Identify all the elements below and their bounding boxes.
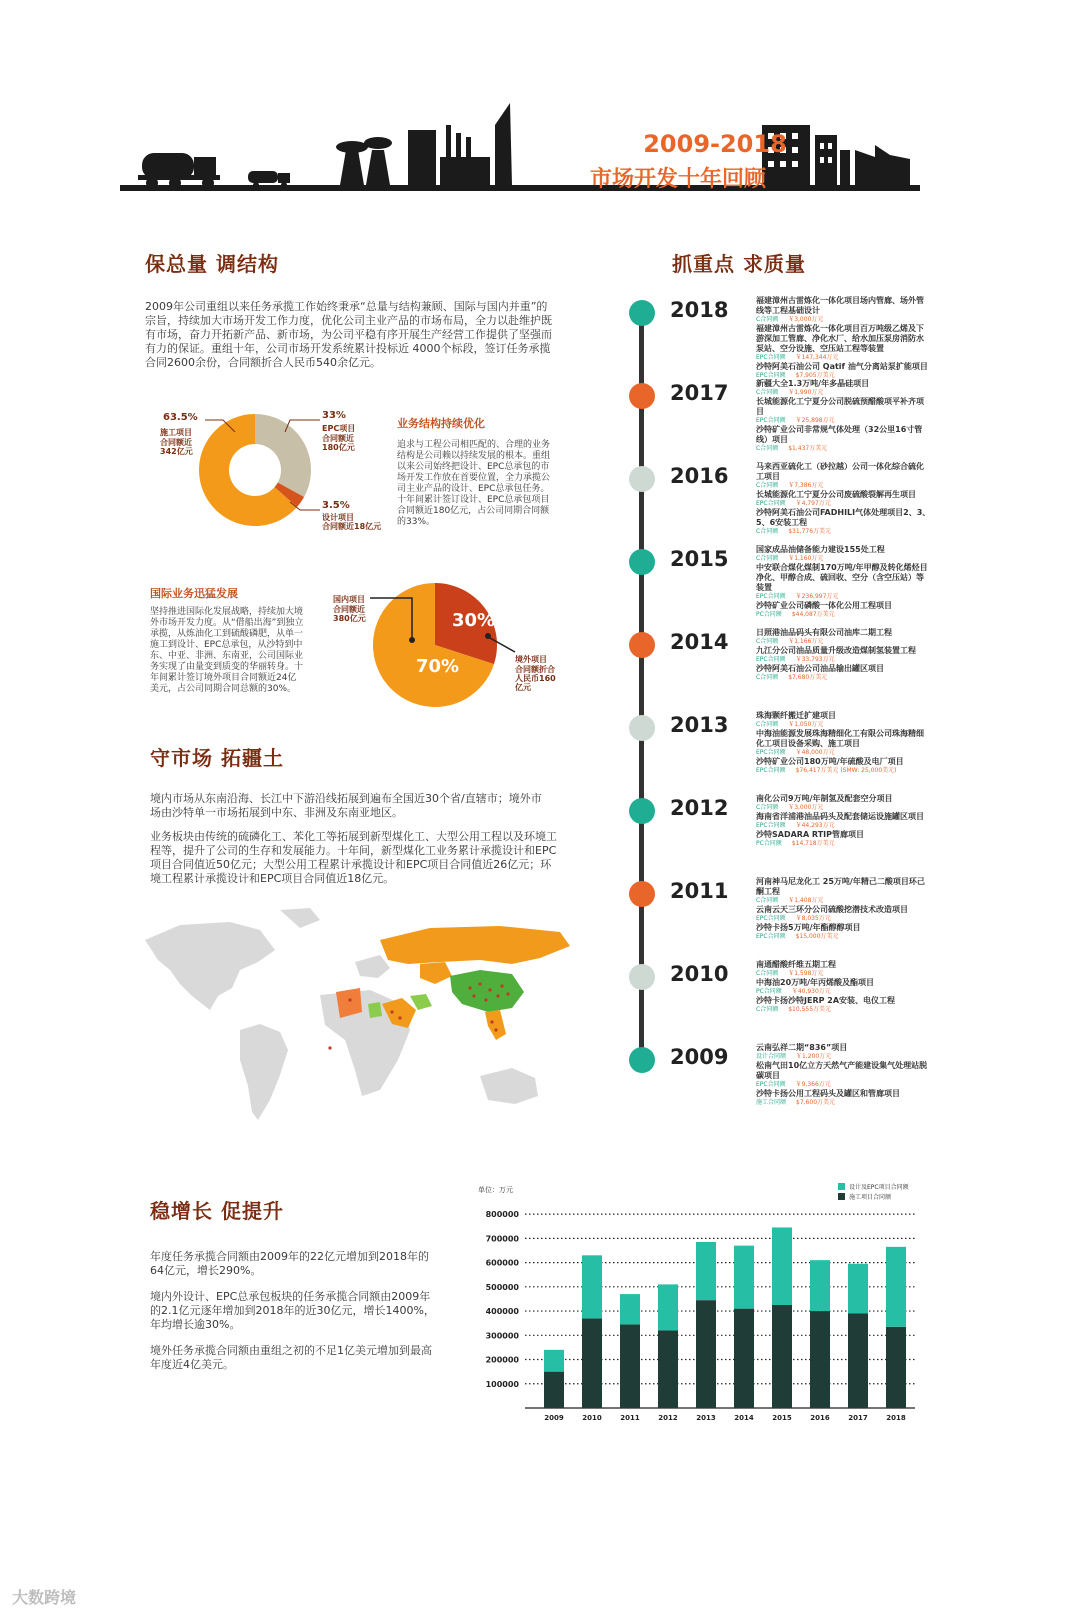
timeline-project-contract-type: C合同额 bbox=[756, 897, 779, 904]
timeline-project-name: 九江分公司油品质量升级改造煤制氢装置工程 bbox=[756, 646, 916, 655]
timeline-project-amount: $31,776万美元 bbox=[788, 528, 832, 535]
y-tick-label: 200000 bbox=[485, 1355, 519, 1365]
timeline-project-amount: $15,000万美元 bbox=[795, 933, 839, 940]
timeline-projects bbox=[756, 296, 931, 380]
timeline-project-contract-type: C合同额 bbox=[756, 804, 779, 811]
timeline-project-amount: ￥44,293万元 bbox=[795, 822, 835, 829]
timeline-projects bbox=[756, 877, 931, 941]
structure-text: 追求与工程公司相匹配的、合理的业务结构是公司赖以持续发展的根本。重组以来公司始终把设计、EPC总承包的市场开发工作放在首要位置，全力承揽公司主业产品的设计、EPC总承包任务。十年间累计签订设计、EPC总承包项目合同额近180亿元，占公司同期合同额的33%。 bbox=[397, 440, 551, 527]
section2-title: 守市场 拓疆土 bbox=[150, 746, 284, 770]
section4-para1: 年度任务承揽合同额由2009年的22亿元增加到2018年的64亿元，增长290%。 bbox=[150, 1250, 429, 1277]
pie-domestic-label: 国内项目 bbox=[333, 595, 365, 604]
donut-label-design-value: 合同额近18亿元 bbox=[322, 522, 382, 531]
bar-segment-epc bbox=[848, 1264, 868, 1314]
section1-title: 保总量 调结构 bbox=[145, 252, 279, 276]
timeline-project-amount: ￥236,997万元 bbox=[795, 593, 839, 600]
timeline-project-amount: ￥1,408万元 bbox=[788, 897, 824, 904]
timeline-project-meta bbox=[756, 897, 931, 905]
pie-overseas-label: 境外项目 bbox=[515, 655, 547, 664]
timeline-project-amount: ￥1,200万元 bbox=[796, 1053, 832, 1060]
section4-para3: 境外任务承揽合同额由重组之初的不足1亿美元增加到最高年度近4亿美元。 bbox=[150, 1344, 432, 1371]
timeline-project-amount: $44,087万美元 bbox=[791, 611, 835, 618]
timeline-dot bbox=[629, 881, 655, 907]
timeline-dot bbox=[629, 549, 655, 575]
timeline-year: 2010 bbox=[670, 962, 729, 986]
timeline-project-meta bbox=[756, 638, 931, 646]
china-region bbox=[450, 970, 524, 1012]
timeline-project-meta bbox=[756, 674, 931, 682]
timeline-project-name: 沙特阿美石油公司 Qatif 油气分离站泵扩能项目 bbox=[756, 362, 928, 371]
header-subtitle: 市场开发十年回顾 bbox=[589, 167, 766, 192]
timeline-project-meta bbox=[756, 840, 931, 848]
timeline-project-name: 南化公司9万吨/年制氢及配套空分项目 bbox=[756, 794, 893, 803]
timeline-project-amount: $7,905万美元 bbox=[795, 372, 835, 379]
timeline-project-contract-type: PC合同额 bbox=[756, 840, 782, 847]
timeline-project-amount: ￥1,050万元 bbox=[788, 721, 824, 728]
x-tick-label: 2015 bbox=[772, 1414, 792, 1422]
timeline-project-contract-type: C合同额 bbox=[756, 316, 779, 323]
timeline-projects bbox=[756, 794, 931, 848]
timeline-project-name: 沙特卡扬5万吨/年酯醇醇项目 bbox=[756, 923, 861, 932]
timeline-project-name: 沙特卡扬沙特JERP 2A安装、电仪工程 bbox=[756, 996, 896, 1005]
x-tick-label: 2016 bbox=[810, 1414, 830, 1422]
timeline-year: 2018 bbox=[670, 298, 729, 322]
timeline-project-name: 河南神马尼龙化工 25万吨/年精己二酸项目环己酮工程 bbox=[756, 877, 925, 896]
timeline-project-meta bbox=[756, 915, 931, 923]
timeline-dot bbox=[629, 632, 655, 658]
timeline-dot bbox=[629, 964, 655, 990]
chart-unit-label: 单位：万元 bbox=[478, 1186, 513, 1194]
timeline-project-name: 沙特卡扬公用工程码头及罐区和管廊项目 bbox=[756, 1089, 900, 1098]
timeline-projects bbox=[756, 462, 931, 536]
timeline-project-contract-type: 施工合同额 bbox=[756, 1099, 787, 1106]
timeline-project-name: 中海油20万吨/年丙烯酸及酯项目 bbox=[756, 978, 875, 987]
iran-region bbox=[410, 994, 432, 1010]
x-tick-label: 2012 bbox=[658, 1414, 678, 1422]
annual-contract-bar-chart bbox=[470, 1180, 920, 1425]
timeline-project-contract-type: EPC合同额 bbox=[756, 354, 786, 361]
bar-segment-epc bbox=[886, 1247, 906, 1327]
legend-swatch bbox=[838, 1183, 845, 1190]
y-tick-label: 300000 bbox=[485, 1331, 519, 1341]
timeline-project-meta bbox=[756, 804, 931, 812]
timeline-project-name: 福建漳州古雷炼化一体化项目百万吨级乙烯及下游深加工管廊、净化水厂、给水加压泵房消防水泵站、空分设施、空压站工程等装置 bbox=[756, 324, 924, 353]
timeline-project-amount: $10,555万美元 bbox=[788, 1006, 832, 1013]
section2-para2: 业务板块由传统的硫磷化工、苯化工等拓展到新型煤化工、大型公用工程以及环境工程等，提升了公司的生存和发展能力。十年间，新型煤化工业务累计承揽设计和EPC项目合同值近50亿元；大型公用工程累计承揽设计和EPC项目合同值近26亿元；环境工程累计承揽设计和EPC项目合同值近18亿元。 bbox=[150, 830, 557, 885]
bar-segment-epc bbox=[696, 1242, 716, 1300]
timeline-project-amount: ￥8,035万元 bbox=[795, 915, 831, 922]
timeline-project-name: 中安联合煤化煤制170万吨/年甲醇及转化烯烃目净化、甲醇合成、硫回收、空分（含空压站）等装置 bbox=[756, 563, 928, 592]
timeline-project-meta bbox=[756, 555, 931, 563]
timeline-project-meta bbox=[756, 1099, 931, 1107]
timeline-project-amount: ￥4,797万元 bbox=[795, 500, 831, 507]
y-tick-label: 400000 bbox=[485, 1307, 519, 1317]
timeline-project-meta bbox=[756, 656, 931, 664]
x-tick-label: 2011 bbox=[620, 1414, 640, 1422]
timeline-project-meta bbox=[756, 611, 931, 619]
timeline-project-meta bbox=[756, 389, 931, 397]
south-america-shape bbox=[240, 1024, 288, 1120]
timeline-project-amount: $14,718万美元 bbox=[791, 840, 835, 847]
southeast-asia-region bbox=[485, 1010, 506, 1040]
timeline-dot bbox=[629, 1047, 655, 1073]
timeline-projects bbox=[756, 545, 931, 619]
intl-title: 国际业务迅猛发展 bbox=[150, 587, 238, 600]
timeline-project-meta bbox=[756, 721, 931, 729]
timeline-projects bbox=[756, 628, 931, 682]
timeline-dot bbox=[629, 798, 655, 824]
bar-segment-construction bbox=[620, 1324, 640, 1408]
timeline-project-amount: ￥3,000万元 bbox=[788, 316, 824, 323]
timeline-year: 2012 bbox=[670, 796, 729, 820]
north-america-shape bbox=[145, 922, 275, 1010]
donut-label-epc-pct: 33% bbox=[322, 410, 346, 421]
russia-region bbox=[380, 926, 570, 964]
donut-label-construction: 施工项目 bbox=[160, 428, 192, 437]
timeline-project-contract-type: EPC合同额 bbox=[756, 822, 786, 829]
timeline-project-amount: $76,417万美元 (SMW: 25,000美元) bbox=[795, 767, 897, 774]
bar-segment-construction bbox=[544, 1372, 564, 1408]
donut-label-design: 设计项目 bbox=[322, 513, 354, 522]
timeline-year: 2009 bbox=[670, 1045, 729, 1069]
tanker-truck-icon bbox=[138, 153, 220, 189]
timeline-project-meta bbox=[756, 933, 931, 941]
timeline-project-name: 马来西亚硫化工（砂拉越）公司一体化综合硫化工项目 bbox=[756, 462, 924, 481]
timeline-project-contract-type: C合同额 bbox=[756, 638, 779, 645]
y-tick-label: 800000 bbox=[485, 1210, 519, 1220]
timeline-project-contract-type: PC合同额 bbox=[756, 988, 782, 995]
timeline-project-name: 沙特矿业公司非常规气体处理（32公里16寸管线）项目 bbox=[756, 425, 923, 444]
timeline-project-name: 南通醋酸纤维五期工程 bbox=[756, 960, 836, 969]
timeline-project-amount: ￥3,000万元 bbox=[788, 804, 824, 811]
timeline-project-meta bbox=[756, 988, 931, 996]
x-tick-label: 2017 bbox=[848, 1414, 868, 1422]
bar-segment-epc bbox=[544, 1350, 564, 1372]
greenland-shape bbox=[280, 908, 320, 928]
timeline-axis bbox=[639, 312, 644, 1068]
section3-title: 抓重点 求质量 bbox=[672, 252, 806, 276]
timeline-project-amount: ￥1,166万元 bbox=[788, 638, 824, 645]
timeline-project-amount: $1,437万美元 bbox=[788, 445, 828, 452]
timeline-project-contract-type: EPC合同额 bbox=[756, 749, 786, 756]
y-tick-label: 600000 bbox=[485, 1258, 519, 1268]
timeline-project-name: 松南气田10亿立方天然气产能建设集气处理站脱碳项目 bbox=[756, 1061, 928, 1080]
factory-chimneys-icon bbox=[408, 103, 512, 185]
bar-segment-construction bbox=[658, 1330, 678, 1408]
timeline-project-amount: ￥33,793万元 bbox=[795, 656, 835, 663]
timeline-project-name: 沙特矿业公司180万吨/年硫酸及电厂项目 bbox=[756, 757, 904, 766]
timeline-project-name: 沙特矿业公司磷酸一体化公用工程项目 bbox=[756, 601, 892, 610]
australia-shape bbox=[480, 1068, 538, 1104]
timeline-project-name: 沙特阿美石油公司油品输出罐区项目 bbox=[756, 664, 884, 673]
timeline-project-amount: ￥1,160万元 bbox=[788, 555, 824, 562]
timeline-dot bbox=[629, 466, 655, 492]
bar-segment-epc bbox=[772, 1227, 792, 1305]
bar-segment-epc bbox=[620, 1294, 640, 1324]
timeline-project-meta bbox=[756, 749, 931, 757]
legend-swatch bbox=[838, 1193, 845, 1200]
timeline-project-name: 长城能源化工宁夏分公司脱硫预醋酸项平补齐项目 bbox=[756, 397, 924, 416]
timeline-project-contract-type: PC合同额 bbox=[756, 611, 782, 618]
timeline-project-amount: ￥147,344万元 bbox=[795, 354, 839, 361]
x-tick-label: 2013 bbox=[696, 1414, 716, 1422]
pie-domestic-value: 合同额近380亿元 bbox=[333, 605, 366, 623]
timeline-project-meta bbox=[756, 970, 931, 978]
pie-overseas-value: 合同额折合人民币160亿元 bbox=[515, 665, 556, 692]
timeline-project-name: 长城能源化工宁夏分公司废硫酸裂解再生项目 bbox=[756, 490, 916, 499]
timeline-project-name: 日照港油品码头有限公司油库二期工程 bbox=[756, 628, 892, 637]
timeline-project-amount: $7,680万美元 bbox=[788, 674, 828, 681]
bar-segment-construction bbox=[810, 1311, 830, 1408]
bar-segment-construction bbox=[734, 1309, 754, 1408]
timeline-project-name: 中海油能源发展珠海精细化工有限公司珠海精细化工项目设备采购、施工项目 bbox=[756, 729, 924, 748]
y-tick-label: 700000 bbox=[485, 1234, 519, 1244]
donut-leader-lines bbox=[195, 410, 375, 540]
bar-segment-construction bbox=[582, 1318, 602, 1408]
x-tick-label: 2009 bbox=[544, 1414, 564, 1422]
timeline-project-meta bbox=[756, 1006, 931, 1014]
timeline-project-meta bbox=[756, 593, 931, 601]
watermark-logo: 大数跨境 bbox=[12, 1588, 77, 1607]
timeline-project-contract-type: EPC合同额 bbox=[756, 417, 786, 424]
timeline-project-contract-type: EPC合同额 bbox=[756, 593, 786, 600]
timeline-project-name: 云南云天三环分公司硫酸挖潜技术改造项目 bbox=[756, 905, 908, 914]
timeline-project-amount: ￥9,366万元 bbox=[795, 1081, 831, 1088]
bar-segment-epc bbox=[810, 1260, 830, 1311]
timeline-project-meta bbox=[756, 767, 931, 775]
timeline-year: 2017 bbox=[670, 381, 729, 405]
timeline-project-contract-type: EPC合同额 bbox=[756, 915, 786, 922]
central-asia-region bbox=[420, 962, 452, 984]
bar-segment-construction bbox=[848, 1313, 868, 1408]
timeline-project-amount: ￥7,386万元 bbox=[788, 482, 824, 489]
timeline-project-contract-type: C合同额 bbox=[756, 970, 779, 977]
timeline-project-meta bbox=[756, 354, 931, 362]
donut-label-epc: EPC项目 bbox=[322, 424, 356, 433]
factory-cooling-towers-icon bbox=[336, 137, 392, 185]
timeline-project-amount: $7,600万美元 bbox=[796, 1099, 836, 1106]
timeline-dot bbox=[629, 383, 655, 409]
donut-label-construction-pct: 63.5% bbox=[163, 412, 198, 423]
donut-label-design-pct: 3.5% bbox=[322, 500, 350, 511]
pie-domestic-pct: 70% bbox=[416, 656, 460, 677]
timeline-project-name: 国家成品油储备能力建设155处工程 bbox=[756, 545, 885, 554]
legend-label: 设计及EPC项目合同额 bbox=[849, 1184, 909, 1191]
timeline-project-meta bbox=[756, 1053, 931, 1061]
timeline-projects bbox=[756, 711, 931, 775]
timeline-project-contract-type: C合同额 bbox=[756, 445, 779, 452]
x-tick-label: 2014 bbox=[734, 1414, 754, 1422]
timeline-project-name: 新疆大全1.3万吨/年多晶硅项目 bbox=[756, 379, 870, 388]
timeline-year: 2013 bbox=[670, 713, 729, 737]
timeline-project-contract-type: C合同额 bbox=[756, 555, 779, 562]
timeline-project-contract-type: C合同额 bbox=[756, 674, 779, 681]
timeline-project-amount: ￥25,898万元 bbox=[795, 417, 835, 424]
timeline-project-meta bbox=[756, 417, 931, 425]
timeline-project-amount: ￥1,598万元 bbox=[788, 970, 824, 977]
timeline-project-amount: ￥1,990万元 bbox=[788, 389, 824, 396]
bar-segment-epc bbox=[582, 1255, 602, 1318]
europe-shape bbox=[355, 955, 390, 978]
timeline-projects bbox=[756, 1043, 931, 1107]
timeline-project-name: 沙特SADARA RTIP管廊项目 bbox=[756, 830, 865, 839]
header-skyline-illustration bbox=[120, 95, 960, 205]
timeline-project-contract-type: EPC合同额 bbox=[756, 933, 786, 940]
timeline-project-meta bbox=[756, 316, 931, 324]
timeline-project-meta bbox=[756, 822, 931, 830]
structure-title: 业务结构持续优化 bbox=[397, 417, 485, 430]
legend-label: 施工项目合同额 bbox=[849, 1194, 892, 1201]
timeline-project-name: 沙特阿美石油公司FADHILI气体处理项目2、3、5、6安装工程 bbox=[756, 508, 931, 527]
timeline-project-contract-type: EPC合同额 bbox=[756, 500, 786, 507]
x-tick-label: 2018 bbox=[886, 1414, 906, 1422]
timeline-project-contract-type: EPC合同额 bbox=[756, 1081, 786, 1088]
timeline-project-contract-type: 设计合同额 bbox=[756, 1053, 787, 1060]
bar-segment-construction bbox=[696, 1300, 716, 1408]
timeline-project-contract-type: C合同额 bbox=[756, 721, 779, 728]
section4-title: 稳增长 促提升 bbox=[150, 1199, 284, 1223]
timeline-project-contract-type: C合同额 bbox=[756, 482, 779, 489]
section4-para2: 境内外设计、EPC总承包板块的任务承揽合同额由2009年的2.1亿元逐年增加到2018年的近30亿元，增长1400%，年均增长逾30%。 bbox=[150, 1290, 435, 1331]
pie-overseas-pct: 30% bbox=[452, 610, 496, 631]
x-tick-label: 2010 bbox=[582, 1414, 602, 1422]
timeline-project-contract-type: EPC合同额 bbox=[756, 656, 786, 663]
timeline-project-meta bbox=[756, 528, 931, 536]
timeline-project-meta bbox=[756, 1081, 931, 1089]
timeline-project-name: 云南弘祥二期“836”项目 bbox=[756, 1043, 848, 1052]
timeline-project-name: 珠海颗纤搬迁扩建项目 bbox=[756, 711, 836, 720]
section1-paragraph: 2009年公司重组以来任务承揽工作始终秉承“总量与结构兼顾、国际与国内并重”的宗旨，持续加大市场开发工作力度，优化公司主业产品的市场布局，全力以赴维护既有市场，奋力开拓新产品、新市场，为公司平稳有序开展生产经营工作提供了坚强而有力的保证。重组十年，公司市场开发系统累计投标近 4000个标段，签订任务承揽合同2600余份，合同额折合人民币540余亿元。 bbox=[145, 300, 552, 369]
timeline-project-contract-type: C合同额 bbox=[756, 389, 779, 396]
world-market-map bbox=[140, 900, 580, 1160]
donut-label-epc-value: 合同额近180亿元 bbox=[322, 434, 355, 452]
section2-para1: 境内市场从东南沿海、长江中下游沿线拓展到遍布全国近30个省/直辖市；境外市场由沙特单一市场拓展到中东、非洲及东南亚地区。 bbox=[150, 792, 542, 819]
timeline-project-contract-type: EPC合同额 bbox=[756, 372, 786, 379]
bar-segment-construction bbox=[886, 1327, 906, 1408]
timeline-year: 2015 bbox=[670, 547, 729, 571]
header-year-range: 2009-2018 bbox=[643, 130, 787, 158]
bar-segment-epc bbox=[734, 1246, 754, 1309]
timeline-dot bbox=[629, 715, 655, 741]
timeline-dot bbox=[629, 300, 655, 326]
timeline-project-name: 海南省洋浦港油品码头及配套储运设施罐区项目 bbox=[756, 812, 924, 821]
bar-segment-epc bbox=[658, 1284, 678, 1330]
timeline-project-name: 福建漳州古雷炼化一体化项目场内管廊、场外管线等工程基础设计 bbox=[756, 296, 924, 315]
timeline-year: 2016 bbox=[670, 464, 729, 488]
timeline-project-meta bbox=[756, 445, 931, 453]
timeline-project-amount: ￥48,000万元 bbox=[795, 749, 835, 756]
donut-label-construction-value: 合同额近342亿元 bbox=[160, 438, 193, 456]
bar-segment-construction bbox=[772, 1305, 792, 1408]
timeline-project-contract-type: C合同额 bbox=[756, 1006, 779, 1013]
timeline-project-contract-type: EPC合同额 bbox=[756, 767, 786, 774]
timeline-projects bbox=[756, 960, 931, 1014]
intl-text: 坚持推进国际化发展战略，持续加大境外市场开发力度。从“借船出海”到独立承揽，从炼油化工到硫酸磷肥，从单一施工到设计、EPC总承包，从沙特到中东、中亚、非洲、东南亚，公司国际业务实现了由量变到质变的华丽转身。十年间累计签订境外项目合同额近24亿美元，占公司同期合同总额的30%。 bbox=[150, 607, 304, 694]
timeline-project-contract-type: C合同额 bbox=[756, 528, 779, 535]
timeline-project-amount: ￥40,930万元 bbox=[791, 988, 831, 995]
timeline-projects bbox=[756, 379, 931, 453]
egypt-region bbox=[368, 1002, 382, 1018]
timeline-project-meta bbox=[756, 482, 931, 490]
y-tick-label: 100000 bbox=[485, 1379, 519, 1389]
timeline-project-meta bbox=[756, 500, 931, 508]
timeline-year: 2011 bbox=[670, 879, 729, 903]
timeline-year: 2014 bbox=[670, 630, 729, 654]
y-tick-label: 500000 bbox=[485, 1282, 519, 1292]
